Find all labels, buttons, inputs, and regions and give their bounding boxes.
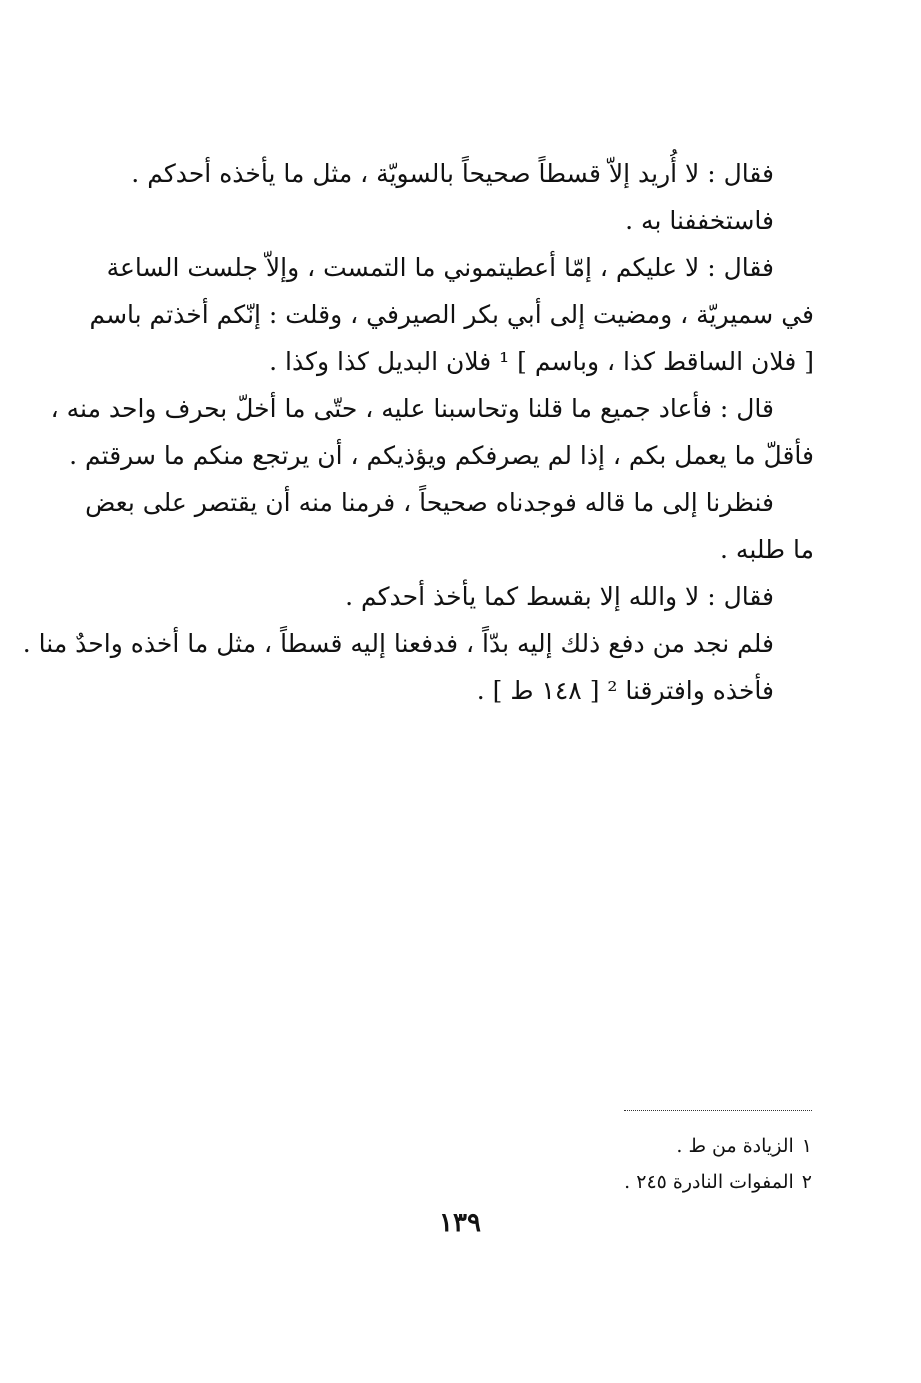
- footnote-item: [560, 1164, 812, 1200]
- text-line: فقال : لا والله إلا بقسط كما يأخذ أحدكم .: [345, 582, 774, 611]
- page-number: ١٣٩: [439, 1208, 481, 1238]
- footnote-text: المفوات النادرة ٢٤٥ .: [624, 1171, 794, 1193]
- text-line: ما طلبه .: [720, 535, 814, 564]
- text-line: فنظرنا إلى ما قاله فوجدناه صحيحاً ، فرمنا منه أن يقتصر على بعض: [85, 488, 774, 517]
- footnote-number: ١: [801, 1135, 812, 1157]
- text-line: في سميريّة ، ومضيت إلى أبي بكر الصيرفي ، وقلت : إنّكم أخذتم باسم: [89, 300, 814, 329]
- text-line: فقال : لا عليكم ، إمّا أعطيتموني ما التمست ، وإلاّ جلست الساعة: [106, 253, 774, 282]
- footnote-text: الزيادة من ط .: [676, 1135, 794, 1157]
- footnote-item: [560, 1128, 812, 1164]
- text-line: قال : فأعاد جميع ما قلنا وتحاسبنا عليه ، حتّى ما أخلّ بحرف واحد منه ،: [50, 394, 774, 423]
- text-line: [ فلان الساقط كذا ، وباسم ] ¹ فلان البديل كذا وكذا .: [269, 347, 814, 376]
- footnote-divider: [624, 1110, 812, 1111]
- text-line: فأخذه وافترقنا ² [ ١٤٨ ط ] .: [476, 676, 774, 705]
- text-line: فلم نجد من دفع ذلك إليه بدّاً ، فدفعنا إليه قسطاً ، مثل ما أخذه واحدٌ منا .: [22, 629, 774, 658]
- text-line: فأقلّ ما يعمل بكم ، إذا لم يصرفكم ويؤذيكم ، أن يرتجع منكم ما سرقتم .: [69, 441, 814, 470]
- footnote-number: ٢: [801, 1171, 812, 1193]
- text-line: فقال : لا أُريد إلاّ قسطاً صحيحاً بالسويّة ، مثل ما يأخذه أحدكم .: [131, 159, 774, 188]
- text-line: فاستخففنا به .: [625, 206, 774, 235]
- body-text: [22, 150, 814, 714]
- footnotes: [560, 1128, 812, 1200]
